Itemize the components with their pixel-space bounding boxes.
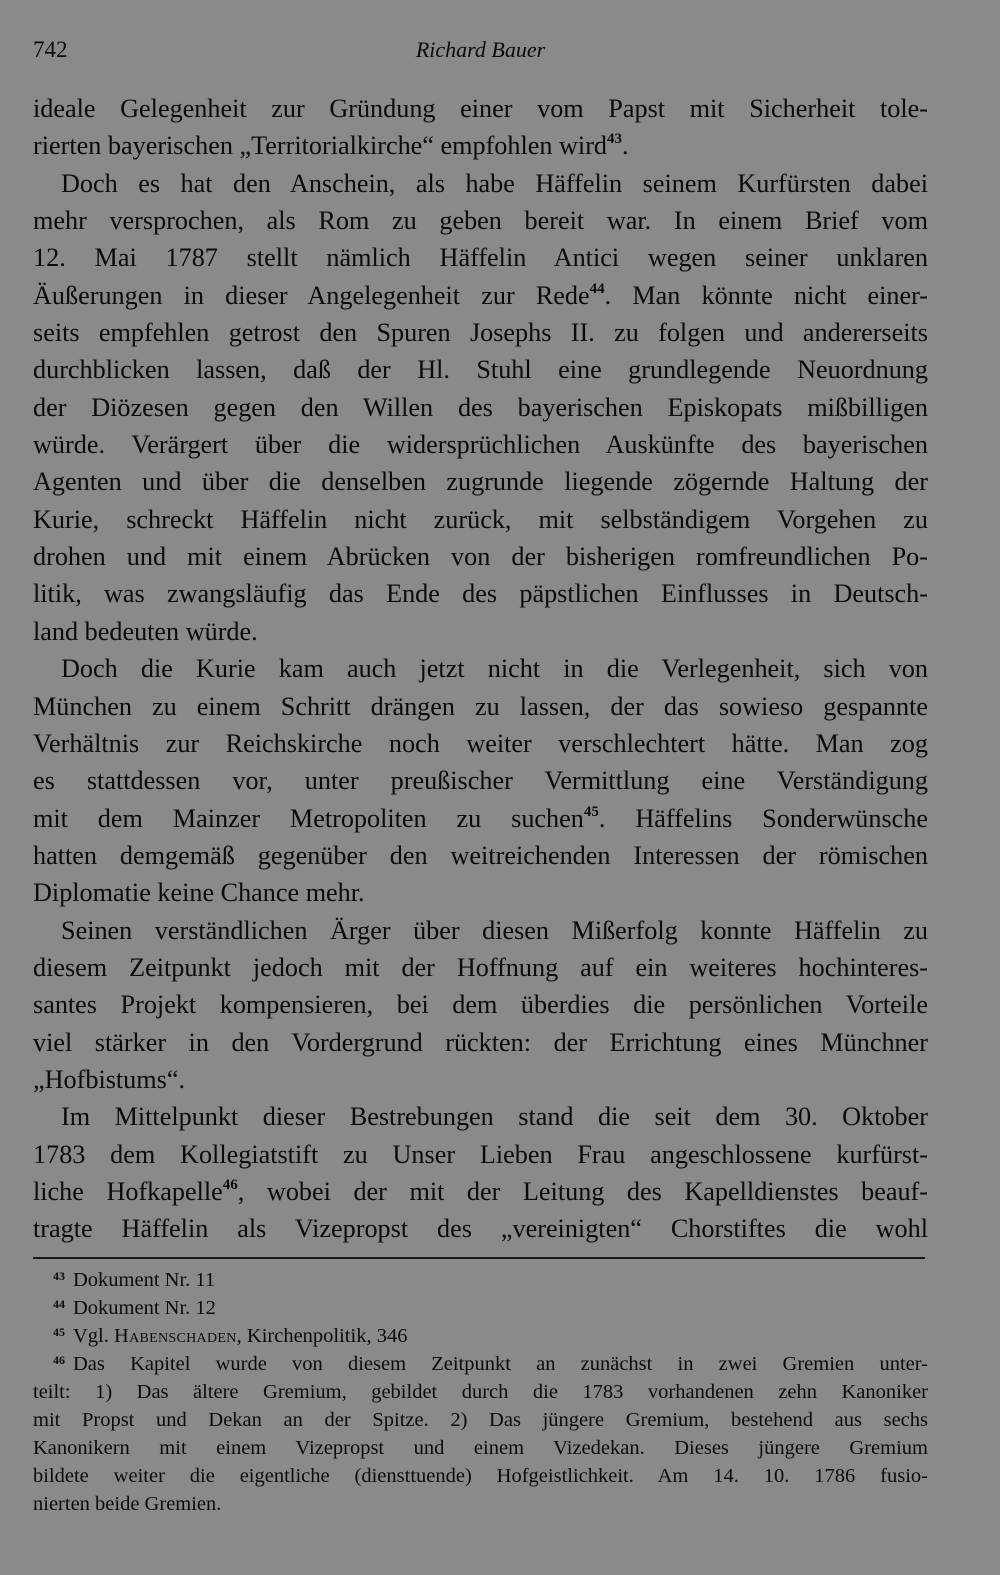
text-line: Äußerungen in dieser Angelegenheit zur Rede$^{44}$. Man könnte nicht einer- [33, 280, 928, 310]
text-line: Doch die Kurie kam auch jetzt nicht in die Verlegenheit, sich von [61, 654, 928, 684]
text-line: mehr versprochen, als Rom zu geben bereit war. In einem Brief vom [33, 206, 928, 236]
book-page [33, 0, 928, 1575]
footnote-ref-43: 43 [607, 131, 623, 148]
text-line: diesem Zeitpunkt jedoch mit der Hoffnung auf ein weiteres hochinteres- [33, 952, 928, 982]
footnote-46-line: teilt: 1) Das ältere Gremium, gebildet durch die 1783 vorhandenen zehn Kanoniker [33, 1381, 928, 1403]
footnote-mark: 46 [53, 1353, 65, 1367]
text-line: München zu einem Schritt drängen zu lassen, der das sowieso gespannte [33, 691, 928, 721]
main-text [33, 90, 928, 1248]
footnote-ref-44: 44 [589, 280, 605, 297]
text-line: hatten demgemäß gegenüber den weitreichenden Interessen der römischen [33, 840, 928, 870]
text-line: 1783 dem Kollegiatstift zu Unser Lieben Frau angeschlossene kurfürst- [33, 1139, 928, 1169]
footnotes [33, 1266, 928, 1518]
footnote-44: $^{44}$ Dokument Nr. 12 [53, 1297, 216, 1319]
text-line: es stattdessen vor, unter preußischer Vermittlung eine Verständigung [33, 766, 928, 796]
text-line: seits empfehlen getrost den Spuren Josephs II. zu folgen und andererseits [33, 318, 928, 348]
text-line: liche Hofkapelle$^{46}$, wobei der mit der Leitung des Kapelldienstes beauf- [33, 1176, 929, 1206]
page-number: 742 [33, 37, 68, 62]
text-line: santes Projekt kompensieren, bei dem überdies die persönlichen Vorteile [33, 990, 928, 1020]
text-line: Kurie, schreckt Häffelin nicht zurück, mit selbständigem Vorgehen zu [33, 504, 928, 534]
footnote-mark: 43 [53, 1269, 65, 1283]
footnote-46-line: Kanonikern mit einem Vizepropst und einem Vizedekan. Dieses jüngere Gremium [33, 1437, 928, 1459]
footnote-ref-46: 46 [222, 1176, 238, 1193]
text-line: rierten bayerischen „Territorialkirche“ empfohlen wird$^{43}$. [33, 131, 629, 161]
text-line: Diplomatie keine Chance mehr. [33, 878, 365, 908]
text-line: ideale Gelegenheit zur Gründung einer vom Papst mit Sicherheit tole- [33, 94, 928, 123]
footnote-divider [33, 1257, 925, 1259]
text-line: 12. Mai 1787 stellt nämlich Häffelin Antici wegen seiner unklaren [33, 243, 928, 273]
text-line: Agenten und über die denselben zugrunde liegende zögernde Haltung der [33, 467, 928, 497]
footnote-46-line: mit Propst und Dekan an der Spitze. 2) Das jüngere Gremium, bestehend aus sechs [33, 1409, 928, 1431]
footnote-ref-45: 45 [583, 803, 599, 820]
text-line: litik, was zwangsläufig das Ende des päpstlichen Einflusses in Deutsch- [33, 579, 928, 609]
text-line: tragte Häffelin als Vizepropst des „vereinigten“ Chorstiftes die wohl [33, 1214, 928, 1244]
text-line: land bedeuten würde. [33, 616, 258, 646]
text-line: viel stärker in den Vordergrund rückten: der Errichtung eines Münchner [33, 1027, 928, 1057]
footnote-46-line: bildete weiter die eigentliche (diensttuende) Hofgeistlichkeit. Am 14. 10. 1786 fusio- [33, 1465, 928, 1487]
running-title: Richard Bauer [415, 37, 546, 62]
text-line: drohen und mit einem Abrücken von der bisherigen romfreundlichen Po- [33, 542, 928, 572]
text-line: mit dem Mainzer Metropoliten zu suchen$^{45}$. Häffelins Sonderwünsche [33, 803, 928, 833]
cited-author: Habenschaden [114, 1325, 237, 1347]
text-line: durchblicken lassen, daß der Hl. Stuhl eine grundlegende Neuordnung [33, 355, 928, 385]
text-line: Doch es hat den Anschein, als habe Häffelin seinem Kurfürsten dabei [61, 168, 928, 198]
text-line: „Hofbistums“. [33, 1064, 186, 1094]
text-line: Verhältnis zur Reichskirche noch weiter verschlechtert hätte. Man zog [33, 728, 928, 758]
text-line: würde. Verärgert über die widersprüchlichen Auskünfte des bayerischen [33, 430, 928, 460]
text-line: Im Mittelpunkt dieser Bestrebungen stand die seit dem 30. Oktober [61, 1102, 928, 1132]
footnote-mark: 44 [53, 1297, 65, 1311]
footnote-45: $^{45}$ Vgl. Habenschaden, Kirchenpolitik, 346 [53, 1325, 408, 1347]
text-line: Seinen verständlichen Ärger über diesen Mißerfolg konnte Häffelin zu [61, 915, 928, 945]
text-line: der Diözesen gegen den Willen des bayerischen Episkopats mißbilligen [33, 392, 928, 422]
footnote-mark: 45 [53, 1325, 65, 1339]
footnote-43: $^{43}$ Dokument Nr. 11 [53, 1269, 216, 1291]
footnote-46-line: nierten beide Gremien. [33, 1493, 222, 1515]
footnote-46: $^{46}$ Das Kapitel wurde von diesem Zeitpunkt an zunächst in zwei Gremien unter- [53, 1353, 928, 1375]
running-head [33, 33, 928, 67]
